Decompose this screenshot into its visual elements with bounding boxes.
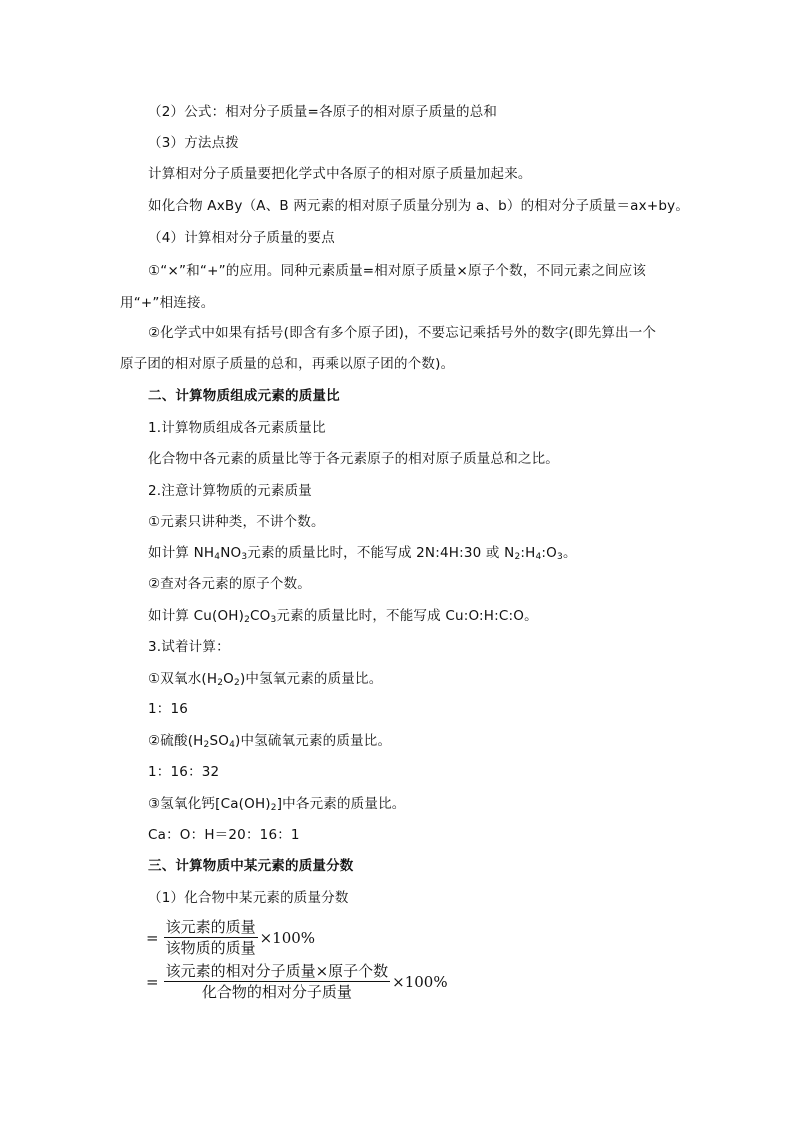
exercise-1 xyxy=(148,670,382,688)
text-segment: :O xyxy=(541,545,557,561)
text-segment: 如计算 NH xyxy=(148,545,215,561)
text-segment: NO xyxy=(220,545,242,561)
text-segment: 元素的质量比时，不能写成 Cu:O:H:C:O。 xyxy=(276,608,538,624)
note-1-example xyxy=(148,544,577,562)
subscript: 2 xyxy=(234,678,240,688)
equals-sign: = xyxy=(146,972,159,991)
subscript: 2 xyxy=(514,552,521,562)
subheading-1: 1.计算物质组成各元素质量比 xyxy=(148,420,326,436)
text-segment: ①双氧水(H xyxy=(148,671,218,687)
formula-definition: （2）公式：相对分子质量=各原子的相对原子质量的总和 xyxy=(148,104,498,120)
exercise-1-answer: 1：16 xyxy=(148,701,189,717)
fraction xyxy=(164,962,391,1001)
mass-fraction-formula-1 xyxy=(146,918,315,957)
exercise-2 xyxy=(148,732,391,750)
exercise-3 xyxy=(148,795,406,813)
key-point-1: ①“×”和“+”的应用。同种元素质量=相对原子质量×原子个数，不同元素之间应该 xyxy=(148,263,647,279)
denominator: 化合物的相对分子质量 xyxy=(201,983,352,1001)
ratio-definition: 化合物中各元素的质量比等于各元素原子的相对原子质量总和之比。 xyxy=(148,451,559,467)
subscript: 3 xyxy=(557,552,563,562)
subheading-2: 2.注意计算物质的元素质量 xyxy=(148,483,312,499)
subscript: 3 xyxy=(270,615,277,625)
fraction xyxy=(164,918,258,957)
text-segment: ③氢氧化钙[Ca(OH) xyxy=(148,796,271,812)
subscript: 2 xyxy=(270,803,277,813)
key-point-1-cont: 用“+”相连接。 xyxy=(120,295,215,311)
note-2: ②查对各元素的原子个数。 xyxy=(148,576,312,592)
subscript: 2 xyxy=(203,740,210,750)
text-segment: )中氢硫氧元素的质量比。 xyxy=(235,733,392,749)
text-segment: 元素的质量比时，不能写成 2N:4H:30 或 N xyxy=(247,545,515,561)
key-points-heading: （4）计算相对分子质量的要点 xyxy=(148,230,335,246)
subscript: 4 xyxy=(229,740,236,750)
equals-sign: = xyxy=(146,928,159,947)
section-heading-2: 二、计算物质组成元素的质量比 xyxy=(148,388,340,404)
subscript: 2 xyxy=(217,678,224,688)
key-point-2: ②化学式中如果有括号(即含有多个原子团)，不要忘记乘括号外的数字(即先算出一个 xyxy=(148,325,657,341)
mass-fraction-formula-2 xyxy=(146,962,448,1001)
text-segment: ]中各元素的质量比。 xyxy=(276,796,406,812)
note-2-example xyxy=(148,607,538,625)
mass-fraction-heading: （1）化合物中某元素的质量分数 xyxy=(148,890,349,906)
numerator: 该元素的质量 xyxy=(165,918,256,936)
subscript: 3 xyxy=(241,552,248,562)
percent-multiplier: ×100% xyxy=(392,972,448,991)
numerator: 该元素的相对分子质量×原子个数 xyxy=(165,962,389,980)
exercise-2-answer: 1：16：32 xyxy=(148,764,220,780)
subscript: 2 xyxy=(244,615,251,625)
exercise-3-answer: Ca：O：H＝20：16：1 xyxy=(148,827,300,843)
text-segment: SO xyxy=(209,733,230,749)
example-text: 如化合物 AxBy（A、B 两元素的相对原子质量分别为 a、b）的相对分子质量＝ax+by。 xyxy=(148,198,690,214)
text-segment: 如计算 Cu(OH) xyxy=(148,608,245,624)
method-text: 计算相对分子质量要把化学式中各原子的相对原子质量加起来。 xyxy=(148,166,532,182)
method-heading: （3）方法点拨 xyxy=(148,135,239,151)
subheading-3: 3.试着计算： xyxy=(148,639,230,655)
text-segment: 。 xyxy=(562,545,577,561)
percent-multiplier: ×100% xyxy=(259,928,316,947)
text-segment: CO xyxy=(250,608,271,624)
key-point-2-cont: 原子团的相对原子质量的总和，再乘以原子团的个数)。 xyxy=(120,356,455,372)
text-segment: )中氢氧元素的质量比。 xyxy=(239,671,383,687)
note-1: ①元素只讲种类，不讲个数。 xyxy=(148,514,325,530)
subscript: 4 xyxy=(214,552,221,562)
denominator: 该物质的质量 xyxy=(165,939,256,957)
subscript: 4 xyxy=(535,552,542,562)
text-segment: :H xyxy=(520,545,536,561)
text-segment: ②硫酸(H xyxy=(148,733,204,749)
section-heading-3: 三、计算物质中某元素的质量分数 xyxy=(148,858,354,874)
text-segment: O xyxy=(223,671,234,687)
